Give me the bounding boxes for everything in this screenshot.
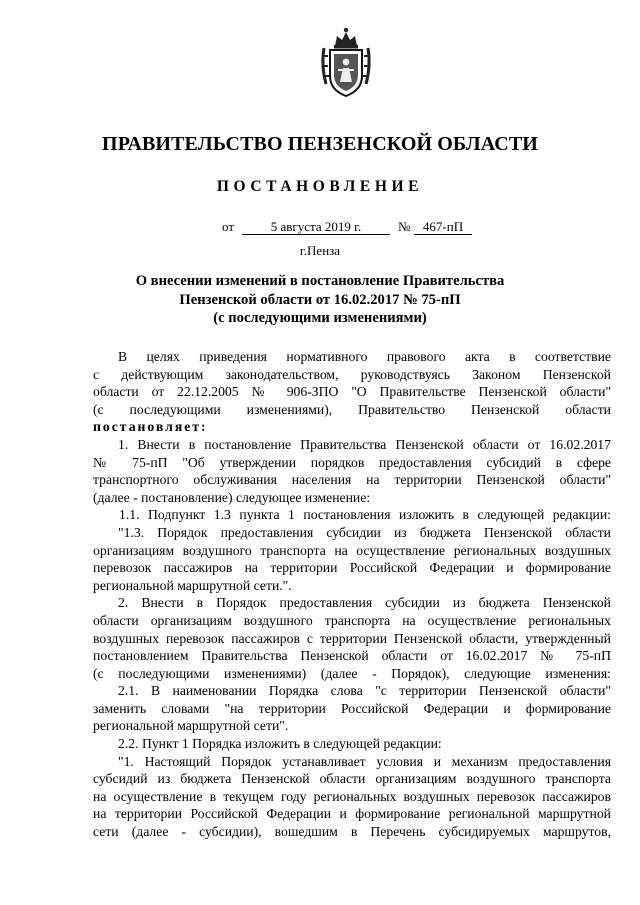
body-line: региональной маршрутной сети". — [93, 718, 289, 734]
body-line: 1.1. Подпункт 1.3 пункта 1 постановления изложить в следующей редакции: — [119, 507, 611, 523]
body-line: области организациям воздушного транспорта на осуществление региональных — [93, 612, 611, 628]
coat-of-arms-icon — [318, 26, 374, 98]
body-line: (с последующими изменениями) (далее - Порядок), следующие изменения: — [93, 665, 611, 681]
body-line: на территории Российской Федерации и формирование региональной маршрутной — [93, 806, 611, 822]
document-body — [93, 348, 611, 841]
body-line: на осуществление в текущем году региональных воздушных перевозок пассажиров — [93, 788, 611, 804]
body-line: постановлением Правительства Пензенской области от 16.02.2017 № 75-пП — [93, 648, 611, 664]
body-line: (с последующими изменениями), Правительство Пензенской области — [93, 401, 611, 417]
body-line: "1.3. Порядок предоставления субсидии из бюджета Пензенской области — [118, 524, 611, 540]
body-line: с действующим законодательством, руководствуясь Законом Пензенской — [93, 366, 611, 382]
body-line: 1. Внести в постановление Правительства Пензенской области от 16.02.2017 — [118, 436, 611, 452]
body-line: № 75-пП "Об утверждении порядков предоставления субсидий в сфере — [93, 454, 611, 470]
title-line: (с последующими изменениями) — [213, 310, 427, 326]
body-line: В целях приведения нормативного правового акта в соответствие — [118, 349, 611, 364]
document-number: 467-пП — [414, 219, 472, 235]
body-line: (далее - постановление) следующее изменение: — [93, 489, 371, 505]
city: г.Пенза — [299, 243, 341, 258]
body-line: перевозок пассажиров на территории Российской Федерации и формирование — [93, 560, 611, 576]
body-line: 2.2. Пункт 1 Порядка изложить в следующей редакции: — [118, 736, 442, 752]
organization-name: ПРАВИТЕЛЬСТВО ПЕНЗЕНСКОЙ ОБЛАСТИ — [102, 133, 538, 155]
document-date: 5 августа 2019 г. — [242, 219, 390, 235]
body-line: 2.1. В наименовании Порядка слова "с территории Пензенской области" — [118, 683, 611, 699]
body-line: сети (далее - субсидии), вошедшим в Перечень субсидируемых маршрутов, — [93, 824, 611, 840]
body-line: "1. Настоящий Порядок устанавливает условия и механизм предоставления — [118, 753, 611, 769]
body-line: воздушных перевозок пассажиров с территории Пензенской области, утвержденный — [93, 630, 611, 646]
body-line: области от 22.12.2005 № 906-ЗПО "О Правительстве Пензенской области" — [93, 384, 611, 400]
document-type: ПОСТАНОВЛЕНИЕ — [216, 178, 424, 195]
title-line: Пензенской области от 16.02.2017 № 75-пП — [179, 291, 461, 308]
body-line-postanovlyaet: постановляет: — [93, 419, 208, 435]
body-line: организациям воздушного транспорта на осуществление региональных воздушных — [93, 542, 611, 558]
body-line: транспортного обслуживания населения на территории Пензенской области" — [93, 472, 611, 488]
title-line: О внесении изменений в постановление Правительства — [135, 273, 505, 289]
number-prefix: № — [398, 219, 411, 234]
document-title — [0, 272, 640, 328]
body-line: заменить словами "на территории Российской Федерации и формирование — [93, 700, 611, 716]
body-line: 2. Внести в Порядок предоставления субсидии из бюджета Пензенской — [118, 595, 611, 611]
body-line: региональной маршрутной сети.". — [93, 577, 292, 593]
body-line: субсидий из бюджета Пензенской области организациям воздушного транспорта — [93, 771, 611, 787]
date-prefix: от — [222, 219, 235, 234]
